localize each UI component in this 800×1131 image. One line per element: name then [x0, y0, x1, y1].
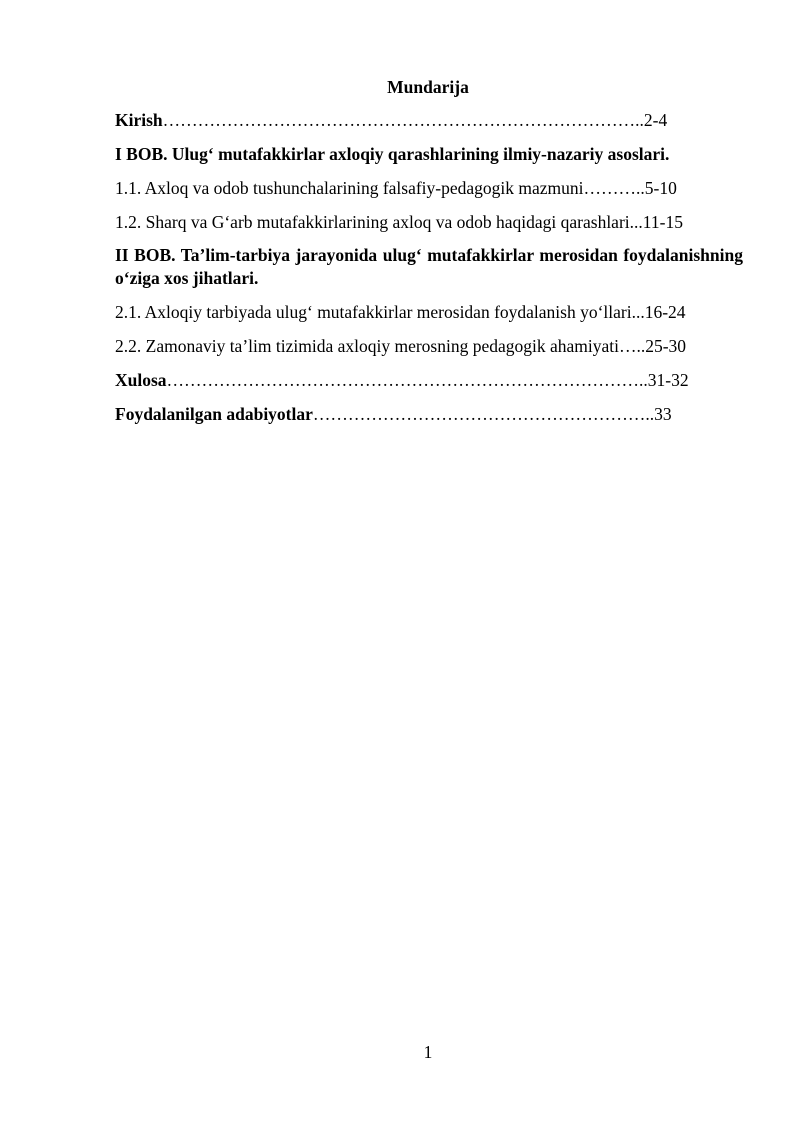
toc-entry-chapter-2 [115, 244, 743, 290]
toc-entry-label: 2.1. Axloqiy tarbiyada ulug‘ mutafakkirlar merosidan foydalanish yo‘llari [115, 302, 632, 322]
toc-entry-leader: ….. [618, 336, 646, 356]
toc-entry-leader: ……………………………………………………………………….. [166, 370, 648, 390]
toc-entry-introduction [115, 108, 743, 132]
toc-entry-label: Kirish [115, 110, 163, 130]
toc-entry-leader: ………………………………………………….. [312, 404, 655, 424]
toc-entry-references [115, 402, 743, 426]
toc-entry-section-2-2 [115, 334, 743, 358]
toc-entry-leader: ……….. [583, 178, 645, 198]
toc-entry-pages: 16-24 [644, 302, 686, 322]
toc-entry-pages: 25-30 [645, 336, 687, 356]
toc-entry-label: Xulosa [115, 370, 167, 390]
page-number: 1 [423, 1042, 433, 1062]
toc-entry-label: Foydalanilgan adabiyotlar [115, 404, 313, 424]
toc-entry-pages: 11-15 [642, 212, 683, 232]
toc-title: Mundarija [387, 77, 469, 97]
toc-entry-pages: 31-32 [647, 370, 689, 390]
toc-entry-section-1-1 [115, 176, 743, 200]
toc-entry-leader: ... [629, 212, 643, 232]
toc-entry-label: I BOB. Ulug‘ mutafakkirlar axloqiy qarashlarining ilmiy-nazariy asoslari. [115, 144, 670, 164]
toc-entry-label: 1.1. Axloq va odob tushunchalarining falsafiy-pedagogik mazmuni [115, 178, 584, 198]
toc-entry-leader: ... [631, 302, 645, 322]
toc-entry-conclusion [115, 368, 743, 392]
toc-entry-label: II BOB. Ta’lim-tarbiya jarayonida ulug‘ mutafakkirlar merosidan foydalanishning o‘ziga xos jihatlari. [115, 245, 743, 288]
toc-entry-pages: 33 [654, 404, 672, 424]
toc-entry-section-1-2 [115, 210, 743, 234]
toc-entry-label: 1.2. Sharq va G‘arb mutafakkirlarining axloq va odob haqidagi qarashlari [115, 212, 630, 232]
toc-entry-chapter-1 [115, 142, 743, 166]
toc-entry-pages: 2-4 [643, 110, 668, 130]
toc-entry-label: 2.2. Zamonaviy ta’lim tizimida axloqiy merosning pedagogik ahamiyati [115, 336, 619, 356]
toc-entry-pages: 5-10 [644, 178, 677, 198]
toc-entry-leader: ……………………………………………………………………….. [162, 110, 644, 130]
toc-entry-section-2-1 [115, 300, 743, 324]
table-of-contents [115, 108, 743, 436]
